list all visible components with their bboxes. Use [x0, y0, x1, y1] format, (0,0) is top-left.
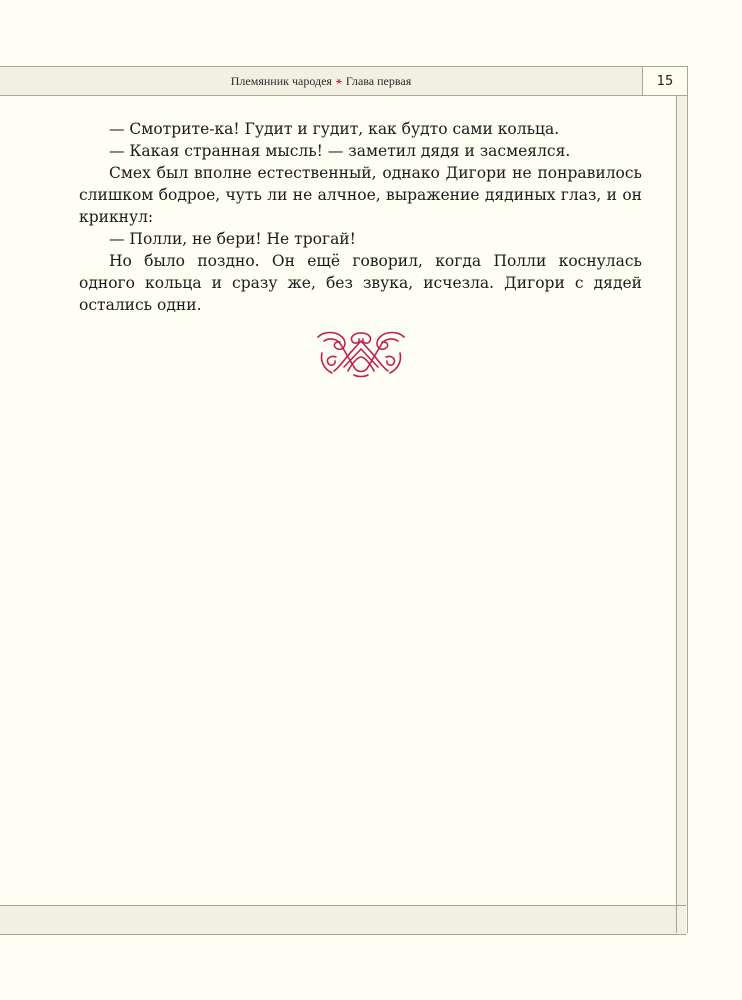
right-margin-column [676, 96, 688, 906]
paragraph: Но было поздно. Он ещё говорил, когда Полли коснулась одного кольца и сразу же, без звука, исчезла. Дигори с дядей остались одни. [79, 252, 642, 314]
body-text [79, 118, 642, 316]
separator-icon: ⚹ [335, 75, 342, 87]
page-number: 15 [642, 66, 688, 96]
running-head [0, 66, 642, 96]
book-title: Племянник чародея [230, 73, 332, 88]
footer-cap [676, 905, 688, 933]
paragraph: — Смотрите-ка! Гудит и гудит, как будто сами кольца. [109, 120, 560, 138]
paragraph: — Какая странная мысль! — заметил дядя и засмеялся. [109, 142, 571, 160]
chapter-title: Глава первая [345, 73, 412, 88]
celtic-knot-ornament-icon [314, 327, 408, 379]
footer-band [0, 905, 686, 935]
paragraph: — Полли, не бери! Не трогай! [109, 230, 356, 248]
paragraph: Смех был вполне естественный, однако Дигори не понравилось слишком бодрое, чуть ли не алчное, выражение дядиных глаз, и он крикнул: [79, 164, 642, 226]
